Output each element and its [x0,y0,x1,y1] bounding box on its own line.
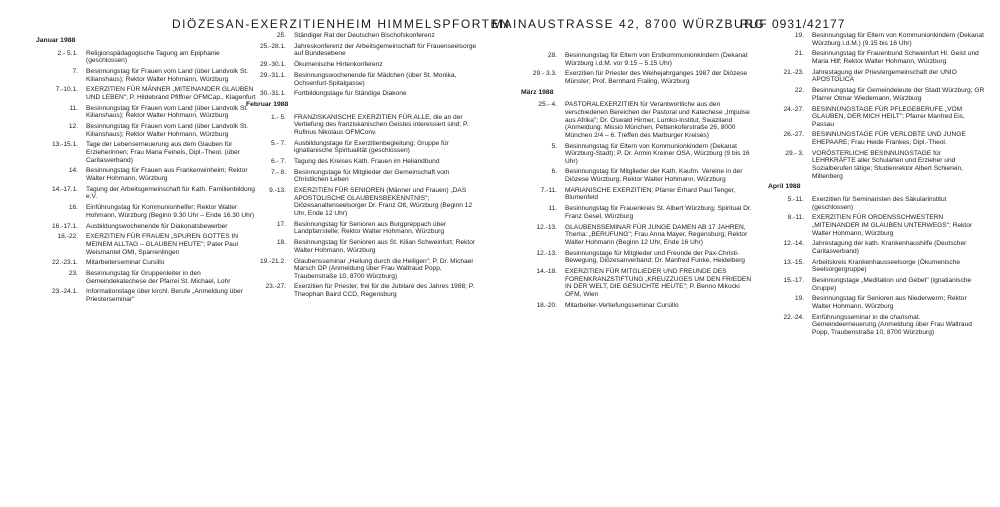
schedule-entry [244,114,482,137]
entry-date: 15.-17. [783,277,804,285]
entry-description: Besinnungstag für Gruppenleiter in den Gemeindekatechese der Pfarrei St. Michael, Lohr [86,270,231,285]
schedule-entry [34,86,262,101]
entry-date: 12.-13. [536,249,557,257]
entry-description: GLAUBENSSEMINAR FÜR JUNGE DAMEN AB 17 JAHREN, Thema: „BERUFUNG"; Frau Anna Mayer, Regensburg; Rektor Walter Hohmann (Beginn 12 Uhr, Ende 16 Uhr) [565,223,748,246]
entry-description: Besinnungstag für Senioren aus St. Kilian Schweinfurt; Rektor Walter Hohmann, Würzburg [294,239,476,254]
entry-description: Einführungsseminar in die charismat. Gemeindeerneuerung (Anmeldung über Frau Waltraud Popp, Traubenstraße 10, 8700 Würzburg) [812,313,972,337]
schedule-entry [34,123,262,138]
entry-description: EXERZITIEN FÜR MÄNNER „MITEINANDER GLAUBEN UND LEBEN"; P. Hildebrand Pfiffner OFMCap., Klagenfurt [86,86,256,101]
entry-date: 9.-13. [269,187,286,195]
month-heading: Januar 1988 [36,37,76,44]
schedule-entry [519,101,756,139]
entry-date: 18.-20. [536,301,557,309]
entry-description: Exerzitien für Priester des Weihejahrganges 1987 der Diözese Münster; Prof. Bernhard Fraling, Würzburg [565,70,748,85]
entry-date: 11. [69,104,78,112]
schedule-entry [34,288,262,303]
entry-date: 23. [68,270,78,278]
entry-date: 7.- 8. [270,168,286,176]
schedule-entry [766,277,986,292]
schedule-entry [34,233,262,256]
entry-description: Besinnungstage für Mitglieder und Freunde der Pax-Christi-Bewegung, Diözesanverband; Dr. Manfred Funke, Heidelberg [565,249,745,265]
entry-date: 14.-17.1. [51,185,78,193]
schedule-column-3 [519,52,756,312]
entry-date: 11. [548,205,557,213]
entry-date: 21.-23. [783,68,804,76]
entry-description: BESINNUNGSTAGE FÜR VERLOBTE UND JUNGE EHEPAARE; Frau Heide Frankes, Dipl.-Theol. [812,131,966,147]
schedule-entry [766,240,986,255]
entry-description: Besinnungstag für Eltern von Erstkommunionkindern (Dekanat Würzburg i.d.M. vor 9.15 – 5.15 Uhr) [565,52,748,67]
schedule-entry [766,32,986,47]
entry-date: 22. [794,87,804,95]
entry-description: Mitarbeiterseminar Cursillo [86,259,165,267]
entry-description: Mitarbeiter-Vertiefungsseminar Cursillo [565,301,679,309]
schedule-entry [519,52,756,67]
entry-date: 14. [68,167,78,175]
schedule-entry [34,167,262,182]
entry-description: EXERZITIEN FÜR FRAUEN „SPUREN GOTTES IN MEINEM ALLTAG – GLAUBEN HEUTE"; Pater Paul Weismantel OMI, Sparrenlingen [86,233,239,256]
entry-description: Exerzitien für Seminaristen des Säkularinstitut (geschlossen) [812,196,947,211]
entry-date: 25.-28.1. [259,42,286,50]
schedule-entry [34,270,262,285]
entry-description: Besinnungstag für Eltern von Kommunionkindern (Dekanat Würzburg-Stadt); P. Dr. Armin Kreiner OSA, Würzburg (9 bis 16 Uhr) [565,142,750,165]
entry-description: Besinnungswochenende für Mädchen (über St. Monika, Ochsenfurt-Spitalgasse) [294,71,457,87]
entry-description: Besinnungstag für Eltern von Kommunionkindern (Dekanat Würzburg i.d.M.) (9.15 bis 16 Uhr) [812,32,984,47]
entry-description: Religionspädagogische Tagung am Epiphanie (geschlossen) [86,49,220,65]
entry-description: PASTORALEXERZITIEN für Verantwortliche aus den verschiedenen Bereichen der Pastoral und Katechese „Impulse aus Afrika"; Dr. Oswald Hirmer, Lumko-Institut, Swaziland (Anmeldung: Missio München, Pettenkoferstraße 26, 8000 München 2/4 – 6. Treffen des Marburger Kreises) [565,101,750,139]
entry-date: 22.-23.1. [51,259,78,267]
schedule-column-4 [766,32,986,340]
schedule-entry [766,314,986,337]
schedule-entry [244,239,482,254]
entry-description: Besinnungstage für Mitglieder der Gemeinschaft vom Christlichen Leben [294,168,450,184]
entry-date: 19. [794,295,804,303]
entry-date: 19. [794,32,804,39]
entry-description: EXERZITIEN FÜR MITGLIEDER UND FREUNDE DES FORENKRANZSTIFTUNG „KREUZZUGES UM DEN FRIEDEN IN DER WELT, DIE GESUCHTE HEUTE"; P. Benno Mikocki OFM, Wien [565,267,752,298]
entry-description: Tage der Lebenserneuerung aus dem Glauben für Erzieherinnen; Frau Maria Feineis, Dipl.-Theol. (über Caritasverband) [86,141,240,164]
entry-date: 14.-18. [536,267,557,275]
entry-description: Besinnungstag für Senioren aus Burgpreppach über Landpfarrstelle; Rektor Walter Hohmann, Würzburg [294,220,447,236]
entry-date: 16.-17.1. [51,222,78,230]
schedule-entry [34,259,262,267]
schedule-entry [519,187,756,202]
schedule-entry [34,50,262,65]
schedule-entry [34,105,262,120]
schedule-entry [766,196,986,211]
schedule-entry [244,158,482,166]
month-heading: Februar 1988 [246,101,289,109]
entry-description: Ausbildungstage für Exerzitienbegleitung; Gruppe für ignatianische Spiritualität (geschlossen) [294,139,449,155]
schedule-entry [244,61,482,69]
schedule-entry [519,70,756,85]
schedule-entry [244,221,482,236]
schedule-entry [244,187,482,217]
institution-phone: RUF 0931/42177 [740,17,846,31]
entry-description: Informationstage über kirchl. Berufe „Anmeldung über Priesterseminar" [86,288,243,304]
entry-date: 17. [276,220,286,228]
entry-date: 12. [68,123,78,131]
schedule-entry [244,32,482,40]
entry-description: Glaubensseminar „Heilung durch die Heiligen"; P. Dr. Michael Marsch OP (Anmeldung über Frau Waltraud Popp, Traubenstraße 10, 8700 Würzburg) [294,257,473,280]
entry-date: 19.-21.2. [259,257,286,265]
entry-description: Exerzitien für Priester, frei für die Jubilare des Jahres 1988; P. Theophan Baird CCD, Regensburg [294,283,475,299]
entry-date: 29.- 3. [785,149,804,157]
entry-date: 21. [794,50,804,58]
entry-date: 5. [551,142,557,150]
schedule-column-1 [34,36,262,307]
entry-description: EXERZITIEN FÜR ORDENSSCHWESTERN „MITEINANDER IM GLAUBEN UNTERWEGS"; Rektor Walter Hohmann, Würzburg [812,214,973,237]
entry-date: 13.-15.1. [51,141,78,149]
entry-description: FRANZISKANISCHE EXERZITIEN FÜR ALLE, die an der Vertiefung des franziskanischen Geistes interessiert sind; P. Rufinus Nikolaus OFMConv. [294,113,469,136]
entry-date: 18. [276,239,286,247]
schedule-column-2 [244,32,482,302]
entry-date: 7. [72,67,78,75]
schedule-entry [244,258,482,281]
entry-date: 6.- 7. [270,158,286,166]
entry-description: Jahrestagung der kath. Krankenhaushilfe (Deutscher Caritasverband) [812,240,967,255]
entry-date: 29.-30.1. [259,61,286,69]
entry-description: Ökumenische Hirtenkonferenz [294,61,383,69]
schedule-entry [766,295,986,310]
entry-description: Besinnungstag für Frauen vom Land (über Landvolk St. Kilianshaus); Rektor Walter Hohmann, Würzburg [86,123,249,138]
entry-date: 30.-31.1. [259,90,286,98]
schedule-entry [766,50,986,65]
entry-date: 28. [547,52,557,59]
entry-date: 22.-24. [783,313,804,321]
schedule-entry [519,302,756,310]
institution-title: DIÖZESAN-EXERZITIENHEIM HIMMELSPFORTEN [172,17,511,31]
schedule-entry [244,140,482,155]
entry-description: Jahrestagung der Priestergemeinschaft der UNIO APOSTOLICA [812,68,957,84]
entry-description: Besinnungstag für Frauenkreis St. Albert Würzburg; Spiritual Dr. Franz Gesel, Würzburg [565,205,752,220]
entry-description: VORÖSTERLICHE BESINNUNGSTAGE für LEHRKRÄFTE aller Schularten und Erzieher und Sozialberufen tätige; Studienrektor Albert Schierein, Miltenberg [812,149,964,180]
schedule-entry [766,259,986,274]
schedule-entry [34,68,262,83]
entry-description: Besinnungstag für Frauen vom Land (über Landvolk St. Kilianshaus); Rektor Walter Hohmann, Würzburg [86,104,249,120]
entry-date: 6. [551,168,557,176]
schedule-entry [34,186,262,201]
entry-description: Besinnungstag für Gemeindeleute der Stadt Würzburg; GR Pfarrer Otmar Wiedemann, Würzburg [812,87,985,102]
entry-date: 13.-15. [783,258,804,266]
entry-description: Tagung der Arbeitsgemeinschaft für Kath. Familienbildung e.V. [86,185,255,201]
month-heading: März 1988 [521,88,554,96]
entry-date: 7.-10.1. [55,86,78,94]
entry-date: 25. [276,32,286,39]
entry-description: Jahreskonferenz der Arbeitsgemeinschaft für Frauenseelsorge auf Bundesebene [294,42,477,58]
entry-date: 23.-27. [265,283,286,291]
schedule-entry [766,69,986,84]
schedule-entry [519,205,756,220]
entry-description: BESINNUNGSTAGE FÜR PFLEGEBERUFE „VOM GLAUBEN, DER MICH HEILT"; Pfarrer Manfred Eis, Passau [812,105,965,128]
schedule-entry [34,223,262,231]
schedule-entry [244,72,482,87]
entry-description: Ständiger Rat der Deutschen Bischofskonferenz [294,32,435,39]
schedule-entry [244,169,482,184]
schedule-entry [766,131,986,146]
schedule-entry [766,87,986,102]
entry-date: 23.-24.1. [51,288,78,296]
entry-description: MARIANISCHE EXERZITIEN; Pfarrer Erhard Paul Tenger, Blumenfeld [565,186,736,202]
entry-description: Besinnungstag für Senioren aus Niederwerrn; Rektor Walter Hohmann, Würzburg [812,295,967,311]
entry-description: Arbeitskreis Krankenhausseelsorge (Ökumenische Seelsorgergruppe) [812,258,961,274]
entry-description: Besinnungstag für Frauen vom Land (über Landvolk St. Kilianshaus); Rektor Walter Hohmann, Würzburg [86,67,249,83]
schedule-entry [34,204,262,219]
entry-date: 1.- 5. [270,113,286,121]
entry-date: 29.- 3.3. [532,70,557,78]
entry-description: Tagung des Kreises Kath. Frauen im Heliandbund [294,158,440,166]
entry-date: 5.- 7. [270,139,286,147]
entry-description: Fortbildungstage für Ständige Diakone [294,90,407,98]
schedule-entry [519,250,756,265]
entry-description: Besinnungstag für Mitglieder der Kath. Kaufm. Vereine in der Diözese Würzburg; Rektor Walter Hohmann, Würzburg [565,168,743,184]
entry-description: Besinnungstage „Meditation und Gebet" (ignatianische Gruppe) [812,277,972,292]
institution-address: MAINAUSTRASSE 42, 8700 WÜRZBURG [492,17,766,31]
schedule-entry [519,143,756,166]
schedule-entry [244,283,482,298]
entry-description: Ausbildungswochenende für Diakonatsbewerber [86,222,228,230]
schedule-entry [34,141,262,164]
entry-date: 26.-27. [783,131,804,139]
entry-date: 18.-22. [57,233,78,241]
entry-date: 29.-31.1. [259,71,286,79]
entry-date: 2.- 5.1. [57,49,78,57]
entry-description: Besinnungstag für Frauenbund Schweinfurt Hl. Geist und Maria Hilf; Rektor Walter Hohmann, Würzburg [812,50,979,65]
entry-date: 24.-27. [783,105,804,113]
schedule-entry [766,106,986,129]
schedule-entry [244,43,482,58]
entry-date: 7.-11. [540,186,557,194]
schedule-entry [244,90,482,98]
entry-date: 8.-11. [787,214,804,222]
entry-date: 12.-14. [783,240,804,248]
schedule-entry [519,268,756,298]
entry-description: EXERZITIEN FÜR SENIOREN (Männer und Frauen) „DAS APOSTOLISCHE GLAUBENSBEKENNTNIS"; Diözesanaltenseelsorger Dr. Franz Ott, Würzburg (Beginn 12 Uhr, Ende 12 Uhr) [294,187,473,217]
schedule-entry [766,150,986,180]
entry-description: Besinnungstag für Frauen aus Frankenwinheim; Rektor Walter Hohmann, Würzburg [86,167,248,183]
schedule-entry [766,214,986,237]
entry-description: Einführungstag für Kommunionhelfer; Rektor Walter Hohmann, Würzburg (Beginn 9.30 Uhr – Ende 16.30 Uhr) [86,204,255,219]
schedule-entry [519,168,756,183]
schedule-entry [519,224,756,247]
entry-date: 16. [68,204,78,212]
entry-date: 5.-11. [787,196,804,203]
entry-date: 25.- 4. [538,101,557,109]
entry-date: 12.-13. [536,223,557,231]
month-heading: April 1988 [768,183,801,191]
